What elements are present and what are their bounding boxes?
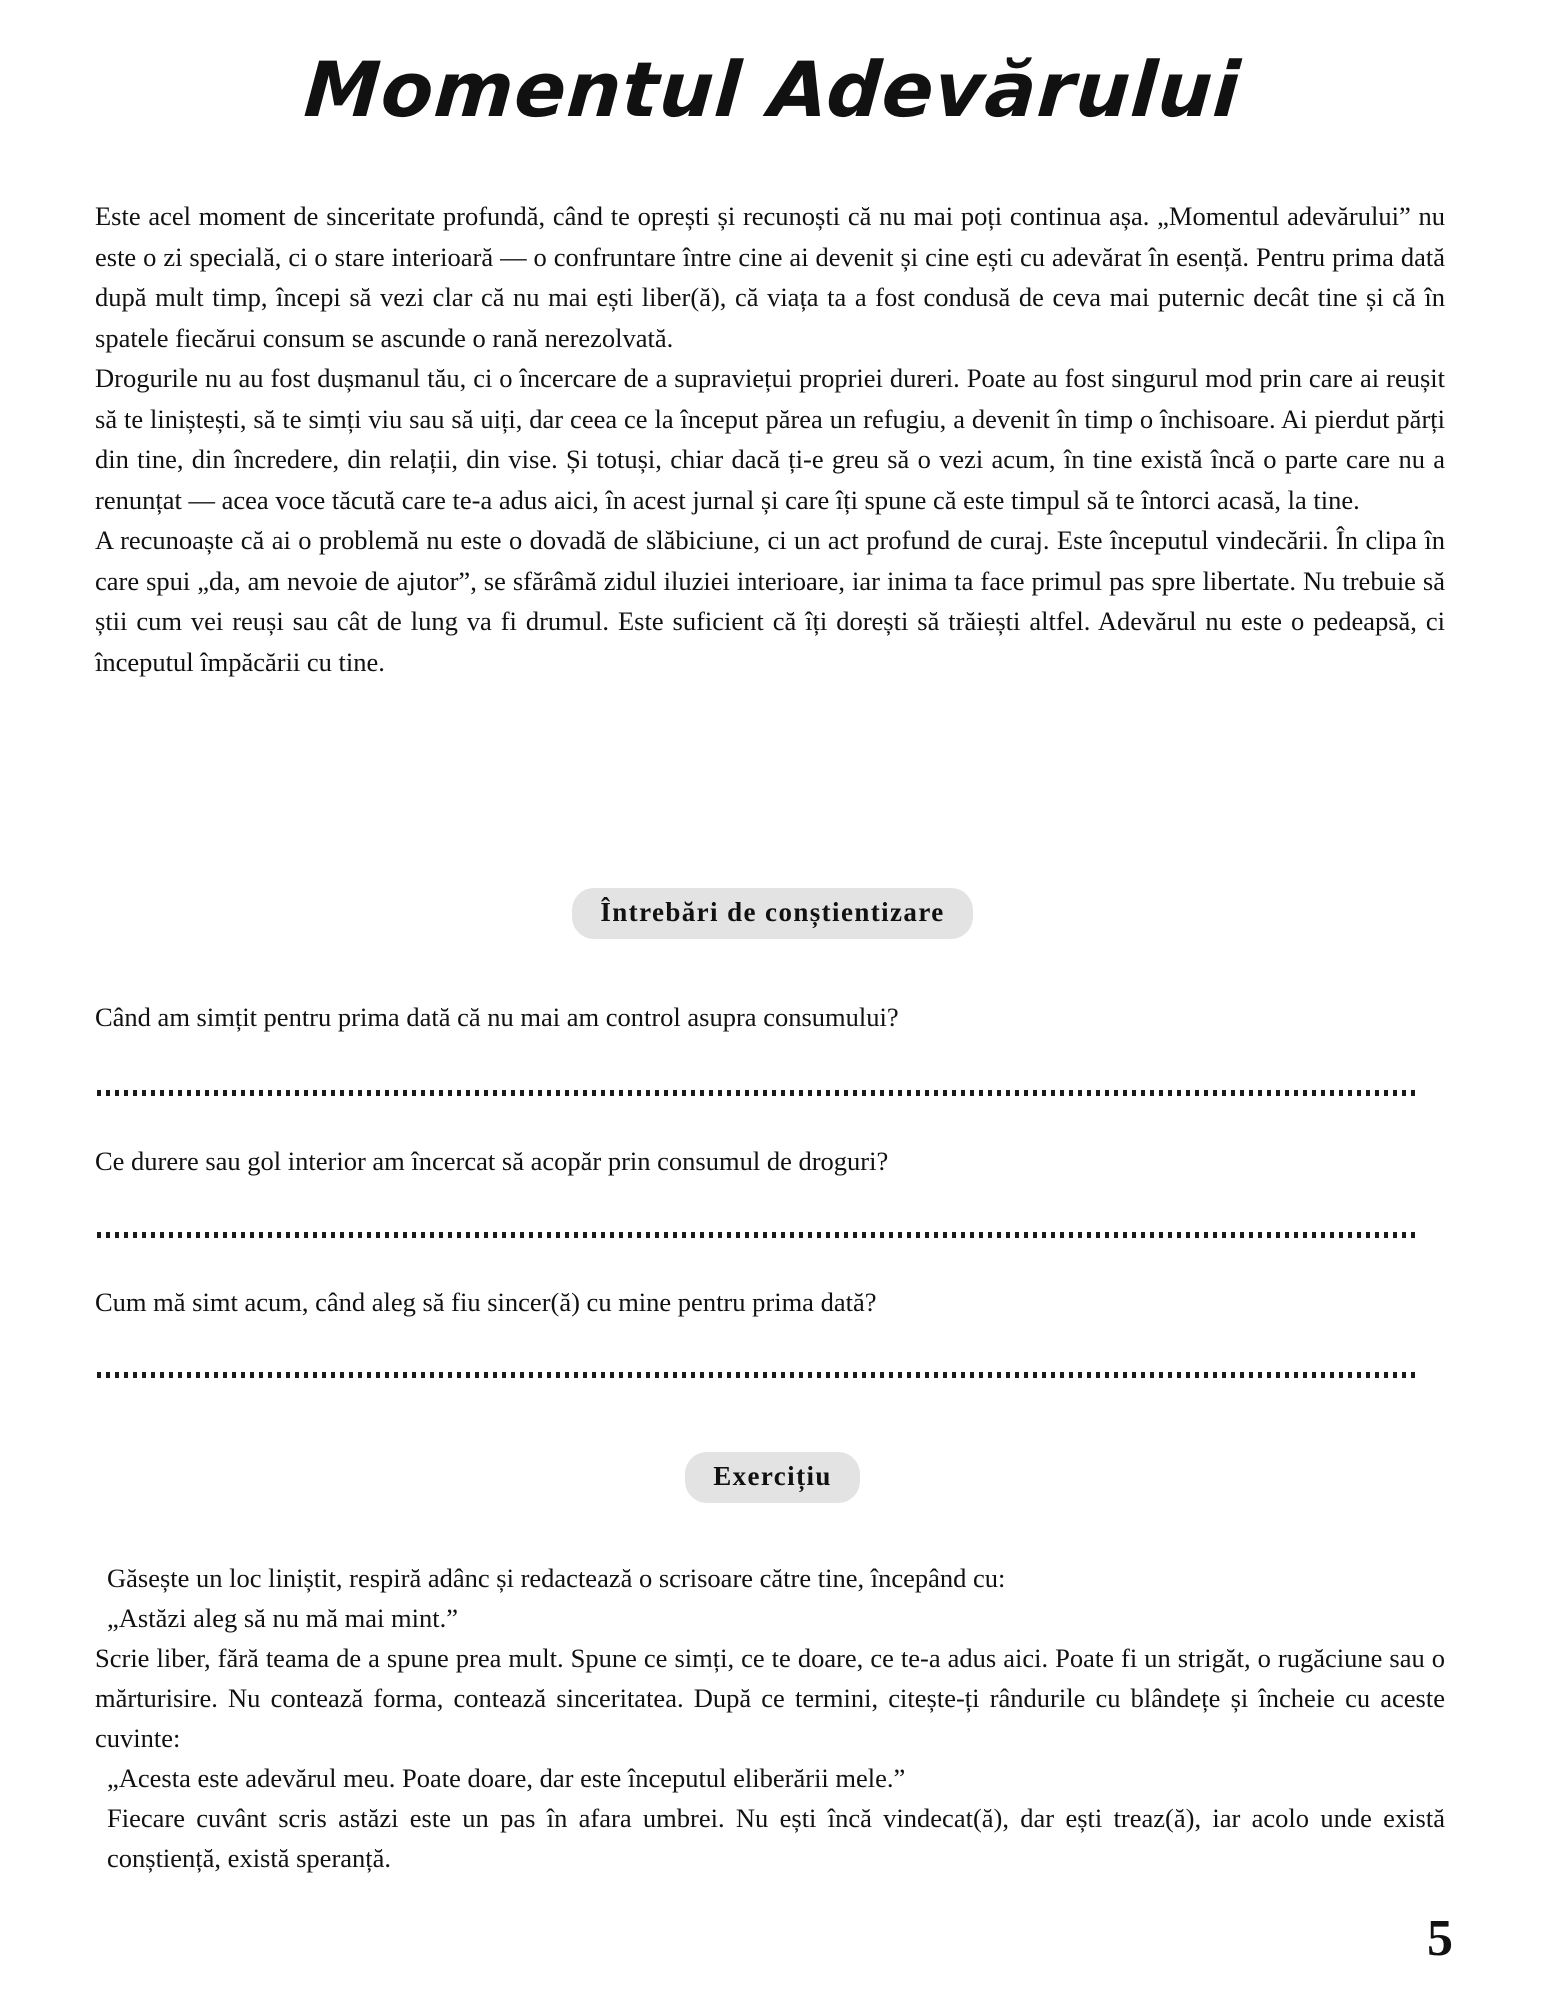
exercise-text-block xyxy=(95,1558,1445,1878)
page-title: Momentul Adevărului xyxy=(301,45,1244,134)
intro-paragraph-3: A recunoaște că ai o problemă nu este o dovadă de slăbiciune, ci un act profund de curaj. Este începutul vindecării. În clipa în care spui „da, am nevoie de ajutor”, se sfărâmă zidul iluziei interioare, iar inima ta face primul pas spre libertate. Nu trebuie să știi cum vei reuși sau cât de lung va fi drumul. Este suficient că îți dorești să trăiești altfel. Adevărul nu este o pedeapsă, ci începutul împăcării cu tine. xyxy=(95,525,1445,677)
exercise-line-3: Scrie liber, fără teama de a spune prea mult. Spune ce simți, ce te doare, ce te-a adus aici. Poate fi un strigăt, o rugăciune sau o mărturisire. Nu contează forma, contează sinceritatea. După ce termini, citește-ți rândurile cu blândețe și încheie cu aceste cuvinte: xyxy=(95,1643,1445,1753)
exercise-badge-row xyxy=(0,1452,1545,1503)
exercise-line-4: „Acesta este adevărul meu. Poate doare, dar este începutul eliberării mele.” xyxy=(107,1763,906,1793)
answer-line-2[interactable] xyxy=(97,1232,1415,1238)
intro-paragraph-1: Este acel moment de sinceritate profundă, când te oprești și recunoști că nu mai poți continua așa. „Momentul adevărului” nu este o zi specială, ci o stare interioară — o confruntare între cine ai devenit și cine ești cu adevărat în esență. Pentru prima dată după mult timp, începi să vezi clar că nu mai ești liber(ă), că viața ta a fost condusă de ceva mai puternic decât tine și că în spatele fiecărui consum se ascunde o rană nerezolvată. xyxy=(95,201,1445,353)
answer-line-1[interactable] xyxy=(97,1090,1415,1096)
exercise-section-badge: Exercițiu xyxy=(685,1452,860,1503)
question-item-3: Cum mă simt acum, când aleg să fiu sincer(ă) cu mine pentru prima dată? xyxy=(95,1287,877,1317)
intro-paragraph-2: Drogurile nu au fost dușmanul tău, ci o încercare de a supraviețui propriei dureri. Poate au fost singurul mod prin care ai reușit să te liniștești, să te simți viu sau să uiți, dar ceea ce la început părea un refugiu, a devenit în timp o închisoare. Ai pierdut părți din tine, din încredere, din relații, din vise. Și totuși, chiar dacă ți-e greu să o vezi acum, în tine există încă o parte care nu a renunțat — acea voce tăcută care te-a adus aici, în acest jurnal și care îți spune că este timpul să te întorci acasă, la tine. xyxy=(95,363,1445,515)
answer-line-3[interactable] xyxy=(97,1372,1415,1378)
exercise-line-2: „Astăzi aleg să nu mă mai mint.” xyxy=(107,1603,459,1633)
page-number: 5 xyxy=(1427,1910,1453,1967)
question-item-2: Ce durere sau gol interior am încercat să acopăr prin consumul de droguri? xyxy=(95,1146,889,1176)
exercise-line-1: Găsește un loc liniștit, respiră adânc și redactează o scrisoare către tine, începând cu: xyxy=(107,1563,1006,1593)
questions-badge-row xyxy=(0,888,1545,939)
exercise-line-5: Fiecare cuvânt scris astăzi este un pas în afara umbrei. Nu ești încă vindecat(ă), dar ești treaz(ă), iar acolo unde există conștiență, există speranță. xyxy=(107,1803,1445,1873)
question-item-1: Când am simțit pentru prima dată că nu mai am control asupra consumului? xyxy=(95,1002,899,1032)
intro-text-block xyxy=(95,196,1445,682)
questions-section-badge: Întrebări de conștientizare xyxy=(572,888,972,939)
